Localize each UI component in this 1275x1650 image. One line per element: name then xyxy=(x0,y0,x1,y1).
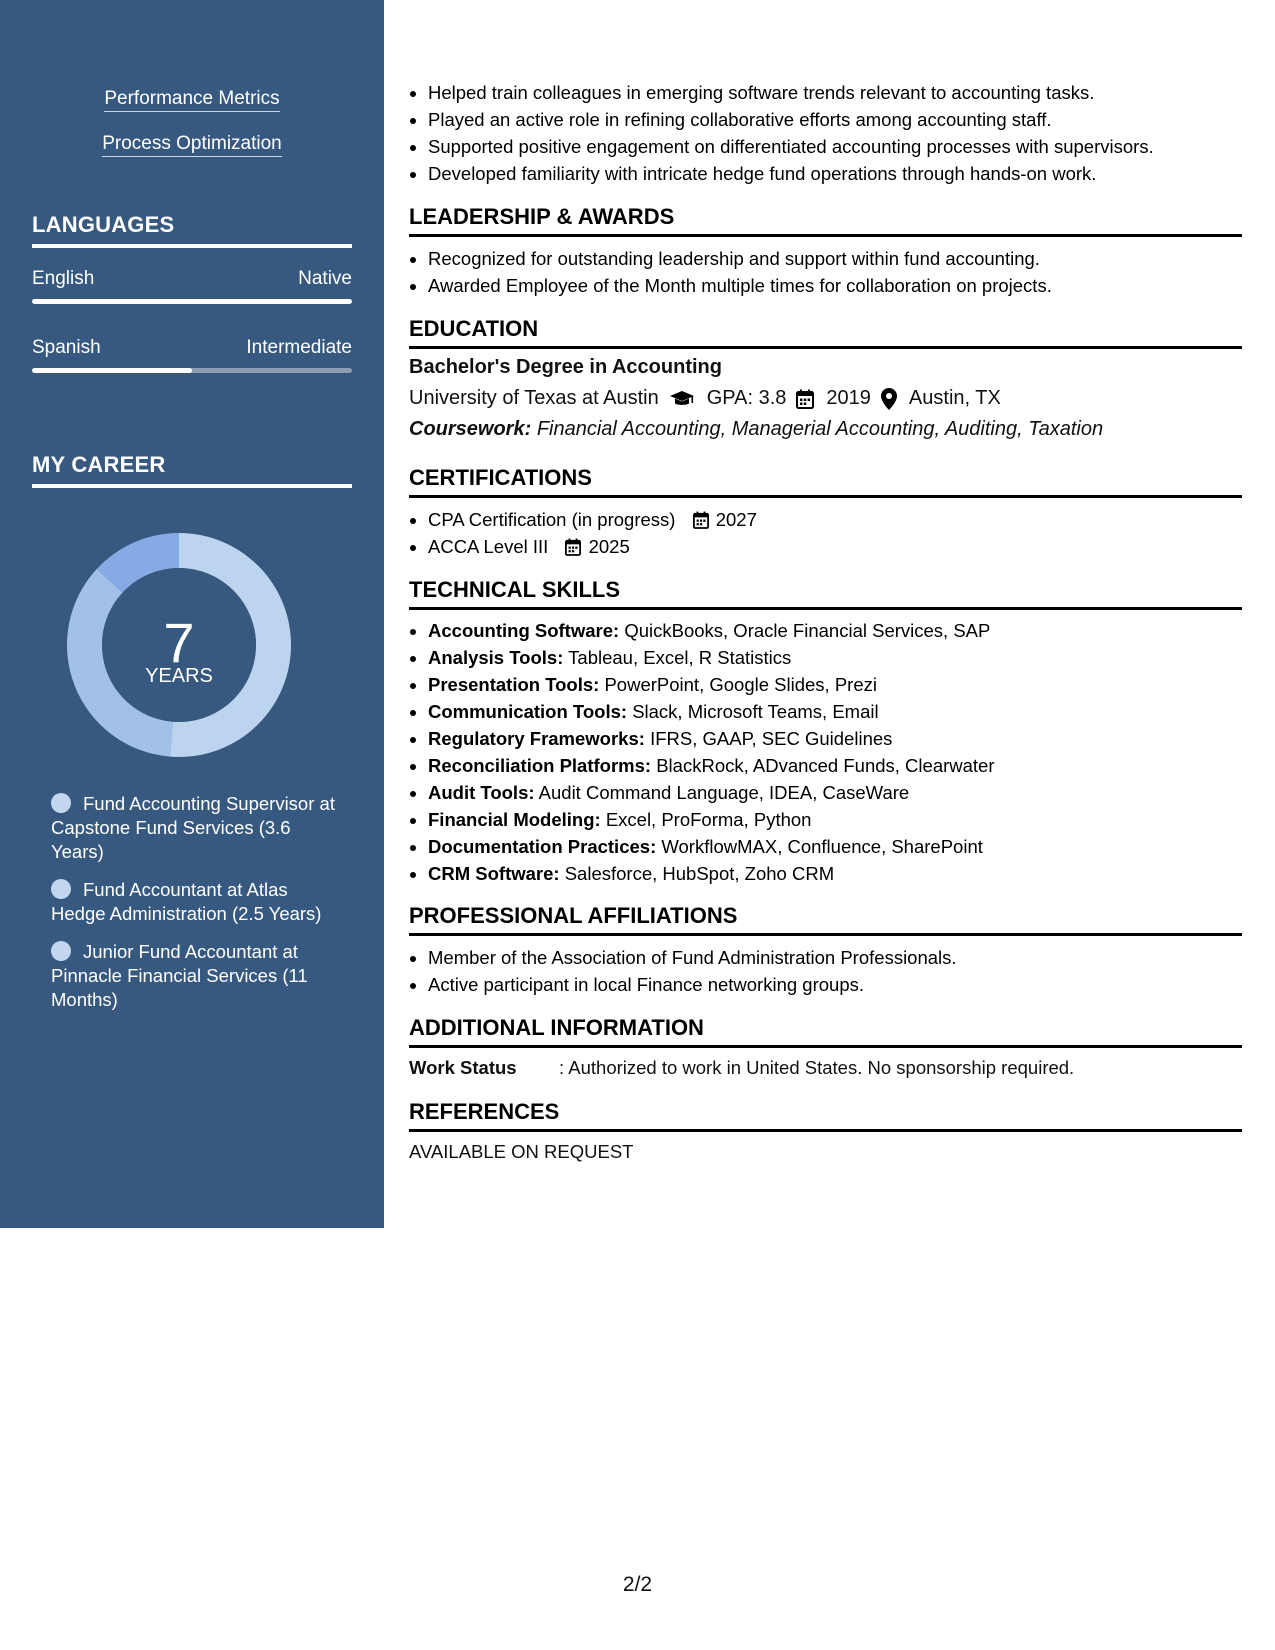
list-item xyxy=(428,506,1238,533)
skill-label: Regulatory Frameworks: xyxy=(428,728,645,749)
certification-name: CPA Certification (in progress) xyxy=(428,509,676,530)
coursework-label: Coursework: xyxy=(409,418,532,440)
skill-label: Accounting Software: xyxy=(428,620,620,641)
language-bar-spanish xyxy=(32,368,352,373)
language-level: Intermediate xyxy=(246,337,352,358)
skill-value: QuickBooks, Oracle Financial Services, SAP xyxy=(624,620,991,641)
education-details xyxy=(409,387,1001,410)
career-item: Fund Accounting Supervisor at Capstone Fund Services (3.6 Years) xyxy=(51,793,335,862)
skill-label: Communication Tools: xyxy=(428,701,628,722)
skill-label: CRM Software: xyxy=(428,863,560,884)
calendar-icon xyxy=(796,389,814,409)
career-years-number: 7 xyxy=(163,611,195,674)
education-year: 2019 xyxy=(826,387,871,409)
experience-bullets xyxy=(428,79,1238,187)
leadership-list xyxy=(428,245,1238,299)
affiliations-heading: PROFESSIONAL AFFILIATIONS xyxy=(409,903,1242,936)
career-dot xyxy=(51,941,71,961)
certifications-list xyxy=(428,506,1238,560)
language-bar-fill xyxy=(32,368,192,373)
list-item: • Played an active role in refining collaborative efforts among accounting staff. xyxy=(428,106,1238,133)
list-item: • Member of the Association of Fund Administration Professionals. xyxy=(428,944,1238,971)
skill-item xyxy=(428,860,1238,887)
list-item: • Recognized for outstanding leadership and support within fund accounting. xyxy=(428,245,1238,272)
skill-value: PowerPoint, Google Slides, Prezi xyxy=(604,674,877,695)
skill-item xyxy=(428,779,1238,806)
skill-value: BlackRock, ADvanced Funds, Clearwater xyxy=(656,755,995,776)
page-number: 2/2 xyxy=(622,1573,653,1596)
skills-list xyxy=(428,617,1238,887)
calendar-icon xyxy=(565,538,581,556)
career-dot xyxy=(51,879,71,899)
career-item: Fund Accountant at Atlas Hedge Administration (2.5 Years) xyxy=(51,879,322,924)
education-degree: Bachelor's Degree in Accounting xyxy=(409,356,722,378)
language-name: Spanish xyxy=(32,337,101,358)
skill-label: Reconciliation Platforms: xyxy=(428,755,652,776)
language-bar-english xyxy=(32,299,352,304)
education-school: University of Texas at Austin xyxy=(409,387,659,409)
education-coursework xyxy=(409,418,1103,441)
education-heading: EDUCATION xyxy=(409,316,1242,349)
skill-label: Analysis Tools: xyxy=(428,647,564,668)
skill-value: Slack, Microsoft Teams, Email xyxy=(632,701,879,722)
calendar-icon xyxy=(693,511,709,529)
language-row-english xyxy=(32,268,352,290)
skill-item xyxy=(428,833,1238,860)
skill-label: Presentation Tools: xyxy=(428,674,600,695)
skill-item xyxy=(428,644,1238,671)
language-level: Native xyxy=(298,268,352,289)
career-heading: MY CAREER xyxy=(32,452,352,488)
sidebar xyxy=(0,0,384,1228)
career-item: Junior Fund Accountant at Pinnacle Financial Services (11 Months) xyxy=(51,941,308,1010)
skill-value: Excel, ProForma, Python xyxy=(605,809,812,830)
skill-item xyxy=(428,698,1238,725)
leadership-heading: LEADERSHIP & AWARDS xyxy=(409,204,1242,237)
career-donut-chart xyxy=(64,530,294,760)
map-pin-icon xyxy=(881,388,897,410)
skills-heading: TECHNICAL SKILLS xyxy=(409,577,1242,610)
skill-value: Audit Command Language, IDEA, CaseWare xyxy=(538,782,910,803)
list-item: • Active participant in local Finance networking groups. xyxy=(428,971,1238,998)
references-heading: REFERENCES xyxy=(409,1099,1242,1132)
list-item: • Supported positive engagement on differentiated accounting processes with supervisors. xyxy=(428,133,1238,160)
language-row-spanish xyxy=(32,337,352,359)
skill-item xyxy=(428,671,1238,698)
certifications-heading: CERTIFICATIONS xyxy=(409,465,1242,498)
affiliations-list xyxy=(428,944,1238,998)
language-bar-fill xyxy=(32,299,352,304)
career-years-unit: YEARS xyxy=(145,665,213,687)
skill-label: Documentation Practices: xyxy=(428,836,657,857)
list-item: • Helped train colleagues in emerging software trends relevant to accounting tasks. xyxy=(428,79,1238,106)
list-item xyxy=(428,533,1238,560)
references-value: AVAILABLE ON REQUEST xyxy=(409,1141,634,1162)
skill-item xyxy=(428,617,1238,644)
certification-year: 2025 xyxy=(588,536,630,557)
skill-value: WorkflowMAX, Confluence, SharePoint xyxy=(661,836,983,857)
skill-item xyxy=(428,806,1238,833)
certification-name: ACCA Level III xyxy=(428,536,549,557)
work-status-label: Work Status xyxy=(409,1057,517,1078)
skill-process-optimization[interactable]: Process Optimization xyxy=(0,133,384,155)
career-list xyxy=(51,792,336,1026)
skill-performance-metrics[interactable]: Performance Metrics xyxy=(0,88,384,110)
skill-label: Audit Tools: xyxy=(428,782,535,803)
additional-info-heading: ADDITIONAL INFORMATION xyxy=(409,1015,1242,1048)
education-location: Austin, TX xyxy=(908,387,1001,409)
list-item: • Developed familiarity with intricate hedge fund operations through hands-on work. xyxy=(428,160,1238,187)
career-dot xyxy=(51,793,71,813)
coursework-value: Financial Accounting, Managerial Accounting, Auditing, Taxation xyxy=(536,418,1104,440)
certification-year: 2027 xyxy=(715,509,757,530)
work-status-value: : Authorized to work in United States. No sponsorship required. xyxy=(559,1057,1075,1078)
languages-heading: LANGUAGES xyxy=(32,212,352,248)
skill-label: Financial Modeling: xyxy=(428,809,601,830)
work-status-row xyxy=(409,1057,1074,1079)
list-item: • Awarded Employee of the Month multiple times for collaboration on projects. xyxy=(428,272,1238,299)
skill-value: Salesforce, HubSpot, Zoho CRM xyxy=(564,863,835,884)
skill-item xyxy=(428,752,1238,779)
skill-value: IFRS, GAAP, SEC Guidelines xyxy=(650,728,893,749)
skill-value: Tableau, Excel, R Statistics xyxy=(568,647,792,668)
skill-item xyxy=(428,725,1238,752)
education-gpa: GPA: 3.8 xyxy=(706,387,787,409)
language-name: English xyxy=(32,268,95,289)
graduation-cap-icon xyxy=(669,390,695,408)
